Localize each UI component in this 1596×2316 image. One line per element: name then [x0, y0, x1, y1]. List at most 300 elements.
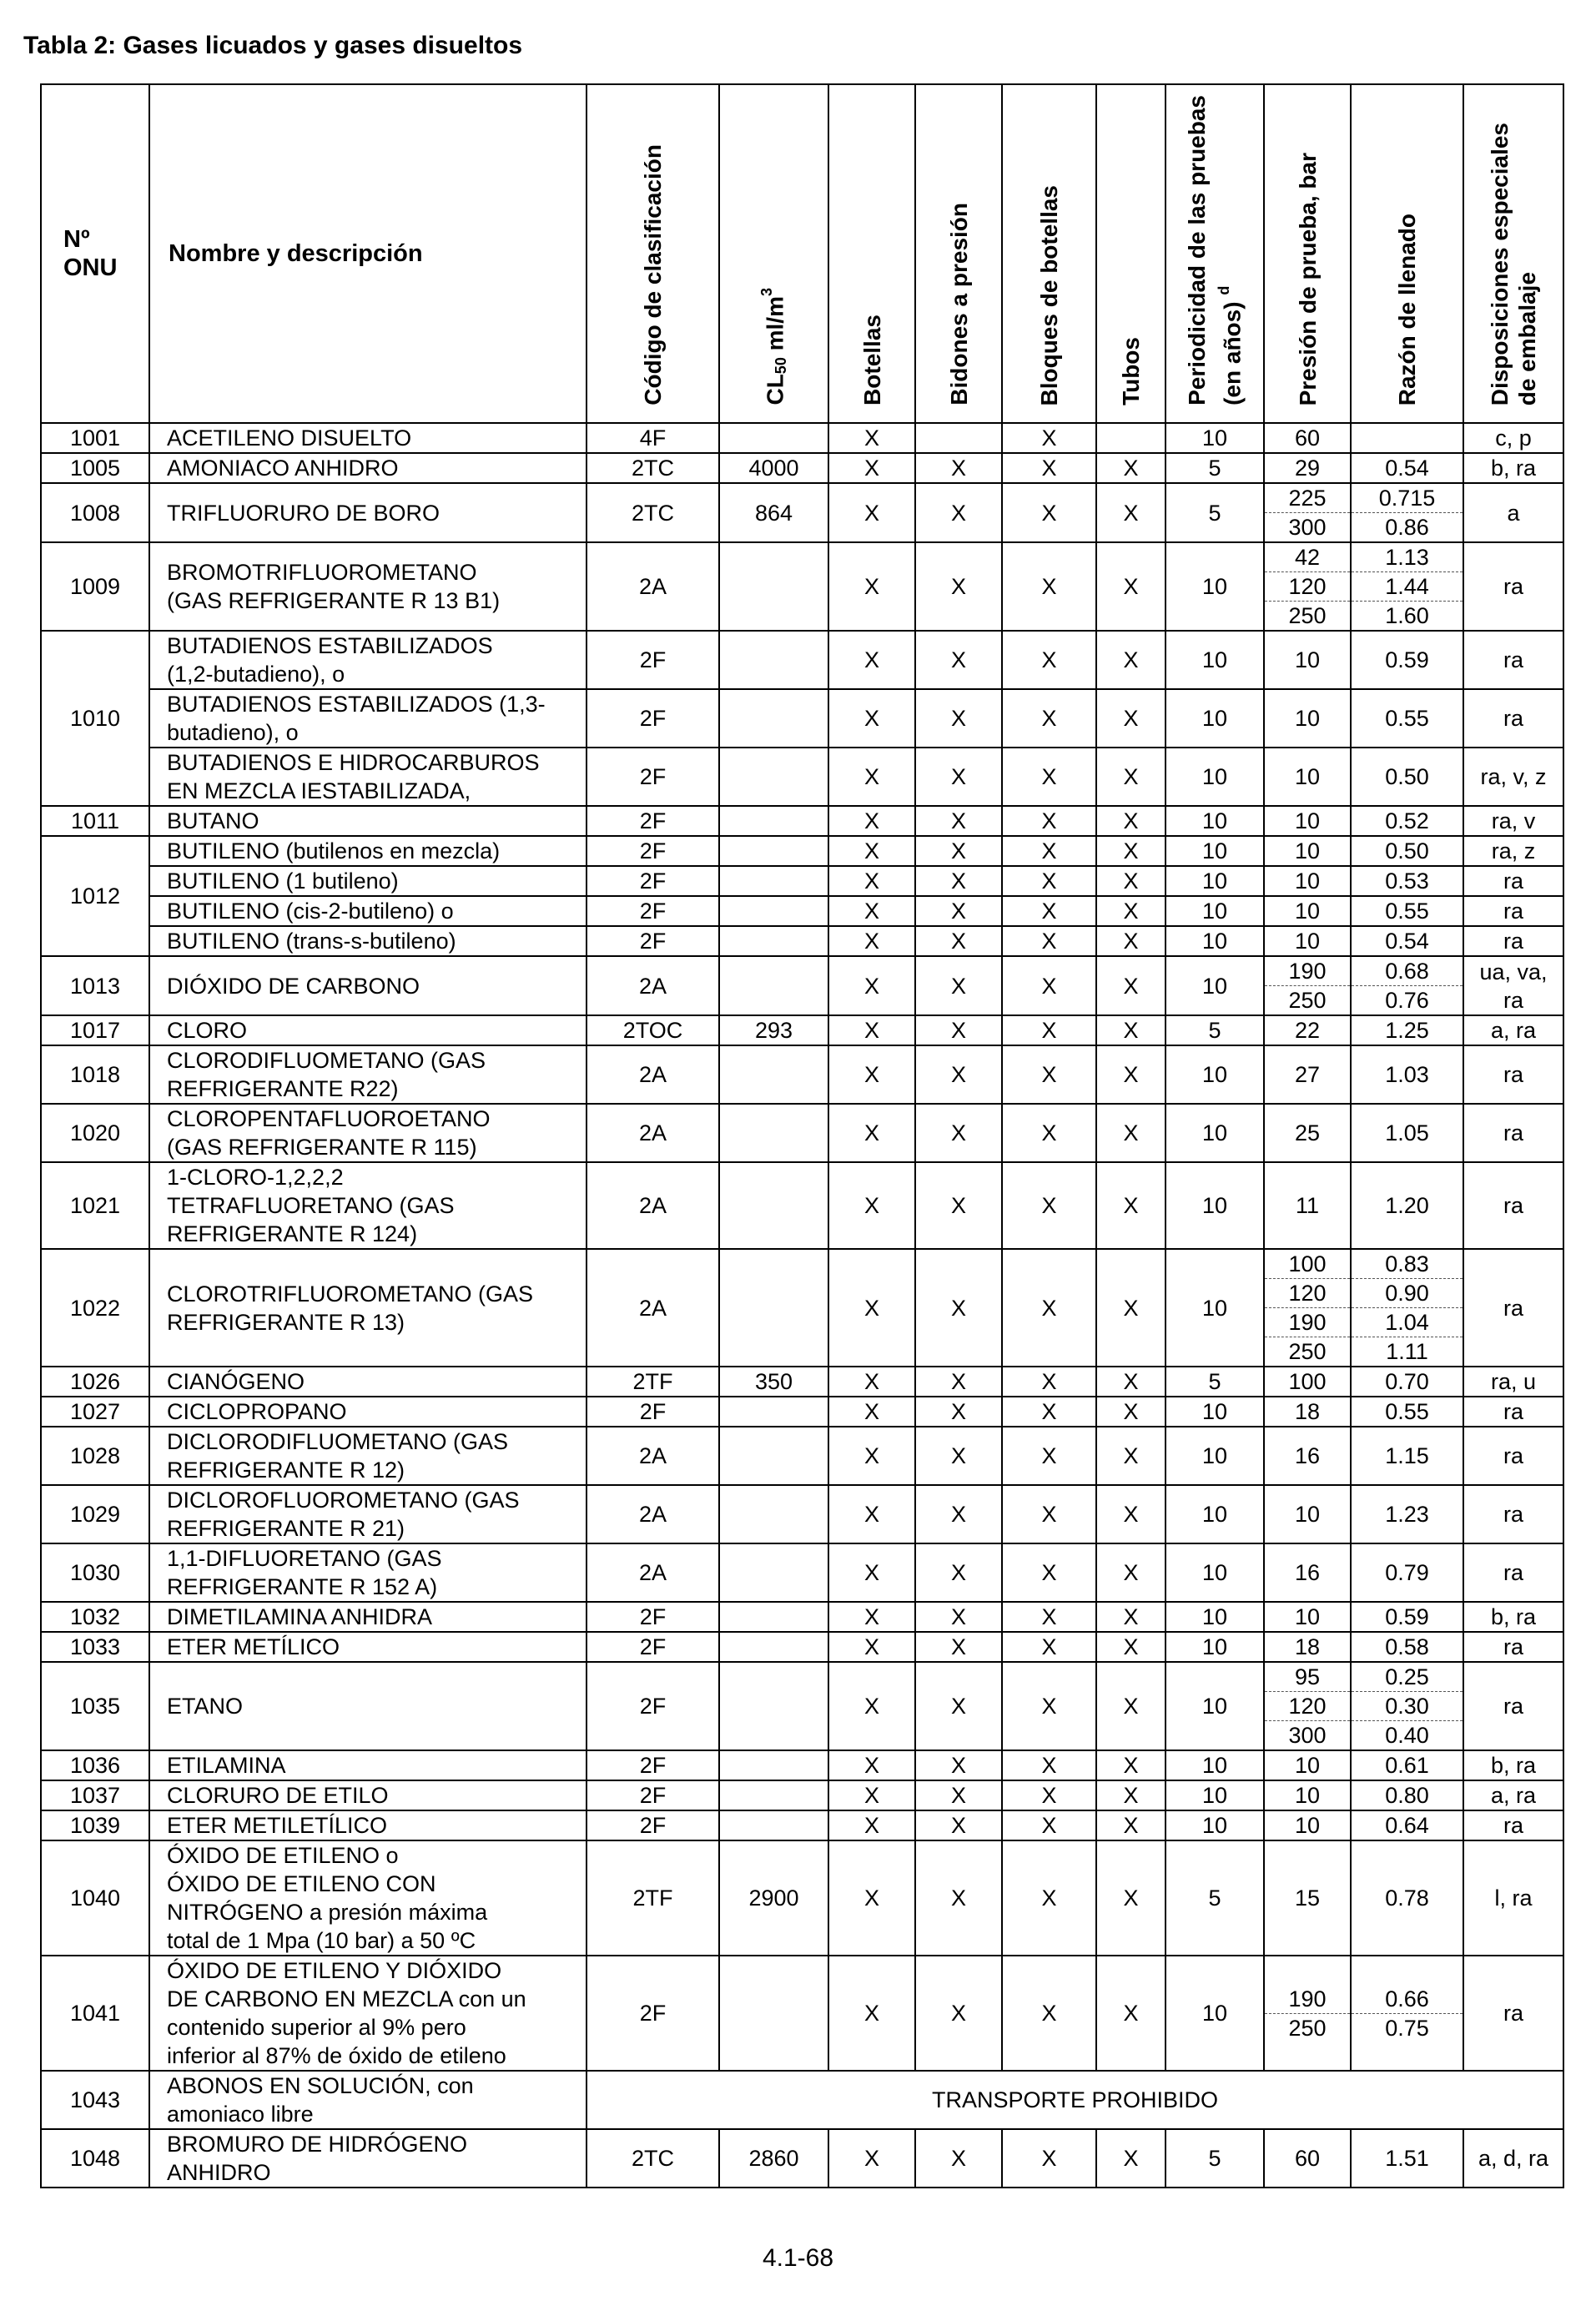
bloques-cell: X	[1002, 1840, 1096, 1956]
table-row	[41, 1780, 1563, 1810]
classification-code-cell: 2F	[587, 1632, 719, 1662]
tubos-cell: X	[1096, 1104, 1166, 1162]
cl50-cell	[719, 956, 828, 1015]
tubos-cell: X	[1096, 1840, 1166, 1956]
filling-ratio-cell	[1351, 1045, 1463, 1104]
name-line: butadieno), o	[167, 720, 299, 745]
tubos-cell: X	[1096, 1249, 1166, 1367]
name-cell	[149, 1485, 587, 1543]
name-cell	[149, 1840, 587, 1956]
header-botellas-text: Botellas	[858, 315, 885, 405]
cl50-cell	[719, 1249, 828, 1367]
special-provisions-cell: c, p	[1463, 423, 1563, 453]
bloques-cell: X	[1002, 926, 1096, 956]
periodicity-cell: 5	[1166, 453, 1264, 483]
name-line: CIANÓGENO	[167, 1369, 305, 1394]
filling-ratio-value: 0.75	[1352, 2013, 1463, 2042]
cl50-cell	[719, 1662, 828, 1750]
cl50-cell	[719, 631, 828, 689]
filling-ratio-value: 0.715	[1378, 486, 1436, 511]
tubos-cell: X	[1096, 956, 1166, 1015]
filling-ratio-cell	[1351, 1162, 1463, 1249]
classification-code-cell: 2F	[587, 1780, 719, 1810]
botellas-cell: X	[828, 1104, 915, 1162]
name-line: ÓXIDO DE ETILENO Y DIÓXIDO	[167, 1958, 502, 1983]
name-line: BROMURO DE HIDRÓGENO	[167, 2132, 468, 2157]
classification-code-cell: 2F	[587, 631, 719, 689]
onu-number-cell: 1013	[41, 956, 149, 1015]
tubos-cell: X	[1096, 1397, 1166, 1427]
classification-code-cell: 2A	[587, 1249, 719, 1367]
classification-code-cell: 2A	[587, 1162, 719, 1249]
botellas-cell: X	[828, 1397, 915, 1427]
filling-ratio-value: 0.58	[1385, 1634, 1429, 1659]
tubos-cell: X	[1096, 542, 1166, 631]
table-row	[41, 836, 1563, 866]
onu-number-cell: 1011	[41, 806, 149, 836]
bloques-cell: X	[1002, 2129, 1096, 2188]
test-pressure-cell	[1264, 1750, 1351, 1780]
special-provisions-cell: ra	[1463, 1485, 1563, 1543]
onu-number-cell: 1040	[41, 1840, 149, 1956]
name-line: ETER METILETÍLICO	[167, 1813, 388, 1838]
header-onu	[41, 84, 149, 423]
cl50-cell: 864	[719, 483, 828, 542]
test-pressure-cell	[1264, 1602, 1351, 1632]
name-line: (GAS REFRIGERANTE R 13 B1)	[167, 588, 501, 613]
name-line: NITRÓGENO a presión máxima	[167, 1900, 488, 1925]
bloques-cell: X	[1002, 483, 1096, 542]
test-pressure-cell	[1264, 1427, 1351, 1485]
special-provisions-cell: ra, z	[1463, 836, 1563, 866]
name-line: CLORO	[167, 1018, 248, 1043]
cl50-cell: 350	[719, 1367, 828, 1397]
filling-ratio-cell	[1351, 1602, 1463, 1632]
periodicity-cell: 10	[1166, 896, 1264, 926]
table-row	[41, 1427, 1563, 1485]
botellas-cell: X	[828, 1840, 915, 1956]
special-provisions-cell: ra	[1463, 1162, 1563, 1249]
onu-number-cell: 1022	[41, 1249, 149, 1367]
classification-code-cell: 2TC	[587, 2129, 719, 2188]
header-tubos-text: Tubos	[1118, 337, 1144, 405]
bidones-cell: X	[915, 806, 1002, 836]
periodicity-cell: 10	[1166, 1750, 1264, 1780]
botellas-cell: X	[828, 1485, 915, 1543]
header-nombre-text: Nombre y descripción	[169, 240, 423, 267]
name-cell	[149, 1602, 587, 1632]
name-line: 1,1-DIFLUORETANO (GAS	[167, 1546, 442, 1571]
test-pressure-value: 10	[1294, 838, 1321, 863]
tubos-cell: X	[1096, 1485, 1166, 1543]
tubos-cell: X	[1096, 866, 1166, 896]
classification-code-cell: 2A	[587, 1427, 719, 1485]
tubos-cell: X	[1096, 748, 1166, 806]
special-provisions-cell: ua, va, ra	[1463, 956, 1563, 1015]
botellas-cell: X	[828, 1602, 915, 1632]
cl50-cell	[719, 1162, 828, 1249]
onu-number-cell: 1008	[41, 483, 149, 542]
header-disposiciones-line1: Disposiciones especiales	[1487, 122, 1513, 405]
periodicity-cell: 10	[1166, 1810, 1264, 1840]
periodicity-cell: 10	[1166, 1397, 1264, 1427]
header-bloques	[1002, 84, 1096, 423]
test-pressure-value: 120	[1265, 571, 1350, 601]
name-line: ACETILENO DISUELTO	[167, 425, 412, 451]
botellas-cell: X	[828, 806, 915, 836]
name-line: REFRIGERANTE R22)	[167, 1076, 399, 1101]
test-pressure-value: 60	[1294, 425, 1321, 451]
tubos-cell: X	[1096, 1750, 1166, 1780]
name-cell	[149, 836, 587, 866]
table-row	[41, 896, 1563, 926]
periodicity-cell: 10	[1166, 1162, 1264, 1249]
name-line: CLOROTRIFLUOROMETANO (GAS	[167, 1281, 534, 1307]
table-row	[41, 1485, 1563, 1543]
name-cell	[149, 631, 587, 689]
test-pressure-cell	[1264, 542, 1351, 631]
filling-ratio-cell	[1351, 1104, 1463, 1162]
botellas-cell: X	[828, 453, 915, 483]
name-line: CICLOPROPANO	[167, 1399, 347, 1424]
filling-ratio-cell	[1351, 1485, 1463, 1543]
table-row	[41, 542, 1563, 631]
botellas-cell: X	[828, 2129, 915, 2188]
classification-code-cell: 2F	[587, 1602, 719, 1632]
filling-ratio-cell	[1351, 1840, 1463, 1956]
header-disposiciones-line2: de embalaje	[1514, 271, 1540, 405]
test-pressure-cell	[1264, 423, 1351, 453]
filling-ratio-value: 0.59	[1385, 1604, 1429, 1629]
table-row	[41, 1367, 1563, 1397]
test-pressure-value: 10	[1294, 1813, 1321, 1838]
filling-ratio-cell	[1351, 896, 1463, 926]
special-provisions-cell: ra	[1463, 1632, 1563, 1662]
bidones-cell: X	[915, 1780, 1002, 1810]
filling-ratio-cell	[1351, 1427, 1463, 1485]
bidones-cell: X	[915, 836, 1002, 866]
special-provisions-cell: b, ra	[1463, 1750, 1563, 1780]
test-pressure-value: 15	[1294, 1886, 1321, 1911]
name-cell	[149, 1632, 587, 1662]
botellas-cell: X	[828, 1249, 915, 1367]
table-row	[41, 1162, 1563, 1249]
botellas-cell: X	[828, 748, 915, 806]
filling-ratio-value: 0.59	[1385, 647, 1429, 672]
periodicity-cell: 5	[1166, 2129, 1264, 2188]
header-cl50-sub: 50	[772, 357, 789, 375]
filling-ratio-value: 1.03	[1385, 1062, 1429, 1087]
table-row	[41, 1543, 1563, 1602]
name-cell	[149, 1397, 587, 1427]
header-codigo-text: Código de clasificación	[640, 144, 666, 405]
filling-ratio-value: 1.13	[1385, 545, 1429, 570]
header-periodicidad-line2: (en años)	[1219, 295, 1246, 405]
classification-code-cell: 2F	[587, 748, 719, 806]
name-line: ABONOS EN SOLUCIÓN, con	[167, 2073, 474, 2098]
table-row	[41, 1249, 1563, 1367]
name-line: REFRIGERANTE R 21)	[167, 1516, 405, 1541]
bidones-cell: X	[915, 956, 1002, 1015]
table-row	[41, 1840, 1563, 1956]
periodicity-cell: 10	[1166, 542, 1264, 631]
filling-ratio-value: 0.78	[1385, 1886, 1429, 1911]
name-line: BUTADIENOS E HIDROCARBUROS	[167, 750, 540, 775]
bloques-cell: X	[1002, 1602, 1096, 1632]
cl50-cell	[719, 1104, 828, 1162]
bloques-cell: X	[1002, 1810, 1096, 1840]
periodicity-cell: 5	[1166, 1840, 1264, 1956]
header-nombre	[149, 84, 587, 423]
botellas-cell: X	[828, 1543, 915, 1602]
periodicity-cell: 10	[1166, 1662, 1264, 1750]
bloques-cell: X	[1002, 542, 1096, 631]
periodicity-cell: 10	[1166, 806, 1264, 836]
periodicity-cell: 10	[1166, 926, 1264, 956]
test-pressure-value: 42	[1294, 545, 1321, 570]
filling-ratio-value: 0.83	[1385, 1251, 1429, 1276]
table-row	[41, 1632, 1563, 1662]
name-line: DIÓXIDO DE CARBONO	[167, 973, 420, 999]
header-bidones	[915, 84, 1002, 423]
name-line: REFRIGERANTE R 124)	[167, 1221, 418, 1246]
test-pressure-value: 10	[1294, 868, 1321, 894]
botellas-cell: X	[828, 956, 915, 1015]
name-cell	[149, 806, 587, 836]
filling-ratio-value: 1.04	[1352, 1307, 1463, 1337]
special-provisions-cell: a, d, ra	[1463, 2129, 1563, 2188]
filling-ratio-cell	[1351, 926, 1463, 956]
special-provisions-cell: ra	[1463, 1397, 1563, 1427]
name-line: CLOROPENTAFLUOROETANO	[167, 1106, 491, 1131]
test-pressure-value: 300	[1265, 512, 1350, 541]
name-cell	[149, 896, 587, 926]
name-cell	[149, 1750, 587, 1780]
filling-ratio-cell	[1351, 542, 1463, 631]
bloques-cell: X	[1002, 1367, 1096, 1397]
bidones-cell: X	[915, 1602, 1002, 1632]
name-line: ÓXIDO DE ETILENO CON	[167, 1871, 436, 1896]
special-provisions-cell: ra	[1463, 1956, 1563, 2071]
tubos-cell: X	[1096, 631, 1166, 689]
tubos-cell: X	[1096, 1543, 1166, 1602]
periodicity-cell: 10	[1166, 1104, 1264, 1162]
classification-code-cell: 2TC	[587, 453, 719, 483]
botellas-cell: X	[828, 1750, 915, 1780]
bloques-cell: X	[1002, 1543, 1096, 1602]
cl50-cell	[719, 926, 828, 956]
name-cell	[149, 1662, 587, 1750]
periodicity-cell: 10	[1166, 1956, 1264, 2071]
name-line: (1,2-butadieno), o	[167, 662, 345, 687]
header-cl50-unit: ml/m	[761, 296, 788, 358]
test-pressure-value: 10	[1294, 808, 1321, 833]
filling-ratio-cell	[1351, 423, 1463, 453]
filling-ratio-cell	[1351, 866, 1463, 896]
test-pressure-value: 100	[1288, 1369, 1327, 1394]
name-line: ETANO	[167, 1694, 244, 1719]
test-pressure-cell	[1264, 866, 1351, 896]
bloques-cell: X	[1002, 1045, 1096, 1104]
filling-ratio-cell	[1351, 1632, 1463, 1662]
filling-ratio-value: 1.25	[1385, 1018, 1429, 1043]
test-pressure-value: 250	[1265, 2013, 1350, 2042]
onu-number-cell: 1030	[41, 1543, 149, 1602]
bidones-cell	[915, 423, 1002, 453]
name-line: amoniaco libre	[167, 2102, 314, 2127]
test-pressure-value: 60	[1294, 2146, 1321, 2171]
botellas-cell: X	[828, 483, 915, 542]
classification-code-cell: 2A	[587, 542, 719, 631]
table-row	[41, 1104, 1563, 1162]
test-pressure-cell	[1264, 689, 1351, 748]
special-provisions-cell: ra	[1463, 542, 1563, 631]
onu-number-cell: 1017	[41, 1015, 149, 1045]
tubos-cell: X	[1096, 806, 1166, 836]
bloques-cell: X	[1002, 631, 1096, 689]
name-cell	[149, 1162, 587, 1249]
test-pressure-value: 10	[1294, 1753, 1321, 1778]
test-pressure-value: 29	[1294, 456, 1321, 481]
test-pressure-cell	[1264, 1485, 1351, 1543]
header-disposiciones	[1463, 84, 1563, 423]
bidones-cell: X	[915, 1015, 1002, 1045]
classification-code-cell: 2F	[587, 806, 719, 836]
filling-ratio-cell	[1351, 1750, 1463, 1780]
test-pressure-cell	[1264, 1045, 1351, 1104]
botellas-cell: X	[828, 836, 915, 866]
name-cell	[149, 453, 587, 483]
test-pressure-cell	[1264, 896, 1351, 926]
name-cell	[149, 1249, 587, 1367]
filling-ratio-cell	[1351, 1662, 1463, 1750]
test-pressure-cell	[1264, 926, 1351, 956]
name-line: CLORODIFLUOMETANO (GAS	[167, 1048, 486, 1073]
table-row	[41, 2071, 1563, 2129]
name-line: BUTILENO (butilenos en mezcla)	[167, 838, 501, 863]
bloques-cell: X	[1002, 1162, 1096, 1249]
tubos-cell: X	[1096, 2129, 1166, 2188]
periodicity-cell: 10	[1166, 1045, 1264, 1104]
filling-ratio-value: 0.70	[1385, 1369, 1429, 1394]
periodicity-cell: 10	[1166, 689, 1264, 748]
name-cell	[149, 689, 587, 748]
test-pressure-value: 10	[1294, 706, 1321, 731]
classification-code-cell: 2F	[587, 1810, 719, 1840]
botellas-cell: X	[828, 542, 915, 631]
special-provisions-cell: ra	[1463, 896, 1563, 926]
bidones-cell: X	[915, 1397, 1002, 1427]
header-tubos	[1096, 84, 1166, 423]
test-pressure-value: 10	[1294, 764, 1321, 789]
filling-ratio-value: 0.55	[1385, 899, 1429, 924]
test-pressure-cell	[1264, 1104, 1351, 1162]
test-pressure-value: 250	[1265, 985, 1350, 1015]
filling-ratio-value: 0.55	[1385, 1399, 1429, 1424]
bloques-cell: X	[1002, 1249, 1096, 1367]
test-pressure-value: 27	[1294, 1062, 1321, 1087]
test-pressure-cell	[1264, 2129, 1351, 2188]
botellas-cell: X	[828, 1427, 915, 1485]
test-pressure-cell	[1264, 1956, 1351, 2071]
test-pressure-cell	[1264, 836, 1351, 866]
filling-ratio-value: 0.79	[1385, 1560, 1429, 1585]
onu-number-cell: 1037	[41, 1780, 149, 1810]
botellas-cell: X	[828, 1780, 915, 1810]
test-pressure-cell	[1264, 1810, 1351, 1840]
tubos-cell: X	[1096, 1810, 1166, 1840]
periodicity-cell: 10	[1166, 631, 1264, 689]
filling-ratio-value: 0.40	[1352, 1720, 1463, 1750]
classification-code-cell: 2F	[587, 1956, 719, 2071]
test-pressure-cell	[1264, 631, 1351, 689]
filling-ratio-value: 0.50	[1385, 764, 1429, 789]
test-pressure-cell	[1264, 1397, 1351, 1427]
tubos-cell: X	[1096, 926, 1166, 956]
filling-ratio-value: 0.68	[1385, 959, 1429, 984]
test-pressure-cell	[1264, 1367, 1351, 1397]
onu-number-cell: 1018	[41, 1045, 149, 1104]
tubos-cell: X	[1096, 1632, 1166, 1662]
name-line: 1-CLORO-1,2,2,2	[167, 1165, 344, 1190]
header-cl50-sup: 3	[758, 288, 775, 297]
table-row	[41, 1397, 1563, 1427]
name-line: ETILAMINA	[167, 1753, 286, 1778]
cl50-cell	[719, 1543, 828, 1602]
special-provisions-cell: ra, u	[1463, 1367, 1563, 1397]
test-pressure-cell	[1264, 748, 1351, 806]
onu-number-cell: 1032	[41, 1602, 149, 1632]
cl50-cell	[719, 806, 828, 836]
header-periodicidad-text	[1183, 85, 1246, 415]
name-line: REFRIGERANTE R 12)	[167, 1458, 405, 1483]
onu-number-cell: 1012	[41, 836, 149, 956]
header-bidones-text: Bidones a presión	[945, 203, 972, 405]
name-cell	[149, 1543, 587, 1602]
bloques-cell: X	[1002, 1632, 1096, 1662]
periodicity-cell: 5	[1166, 1015, 1264, 1045]
periodicity-cell: 10	[1166, 1632, 1264, 1662]
test-pressure-cell	[1264, 1840, 1351, 1956]
filling-ratio-value: 0.61	[1385, 1753, 1429, 1778]
onu-number-cell: 1010	[41, 631, 149, 806]
test-pressure-value: 16	[1294, 1560, 1321, 1585]
name-cell	[149, 2129, 587, 2188]
header-onu-line1: Nº	[63, 226, 90, 253]
onu-number-cell: 1021	[41, 1162, 149, 1249]
header-razon	[1351, 84, 1463, 423]
test-pressure-value: 10	[1294, 1783, 1321, 1808]
test-pressure-value: 95	[1294, 1664, 1321, 1689]
table-body	[41, 423, 1563, 2188]
special-provisions-cell: ra	[1463, 689, 1563, 748]
filling-ratio-value: 0.50	[1385, 838, 1429, 863]
filling-ratio-value: 1.15	[1385, 1443, 1429, 1468]
header-periodicidad-line1: Periodicidad de las pruebas	[1184, 95, 1211, 405]
test-pressure-value: 22	[1294, 1018, 1321, 1043]
special-provisions-cell: ra	[1463, 1249, 1563, 1367]
periodicity-cell: 10	[1166, 956, 1264, 1015]
table-row	[41, 866, 1563, 896]
special-provisions-cell: a, ra	[1463, 1015, 1563, 1045]
cl50-cell	[719, 1750, 828, 1780]
filling-ratio-value: 1.23	[1385, 1502, 1429, 1527]
test-pressure-value: 18	[1294, 1399, 1321, 1424]
cl50-cell: 4000	[719, 453, 828, 483]
cl50-cell	[719, 423, 828, 453]
bloques-cell: X	[1002, 1397, 1096, 1427]
bloques-cell: X	[1002, 1427, 1096, 1485]
